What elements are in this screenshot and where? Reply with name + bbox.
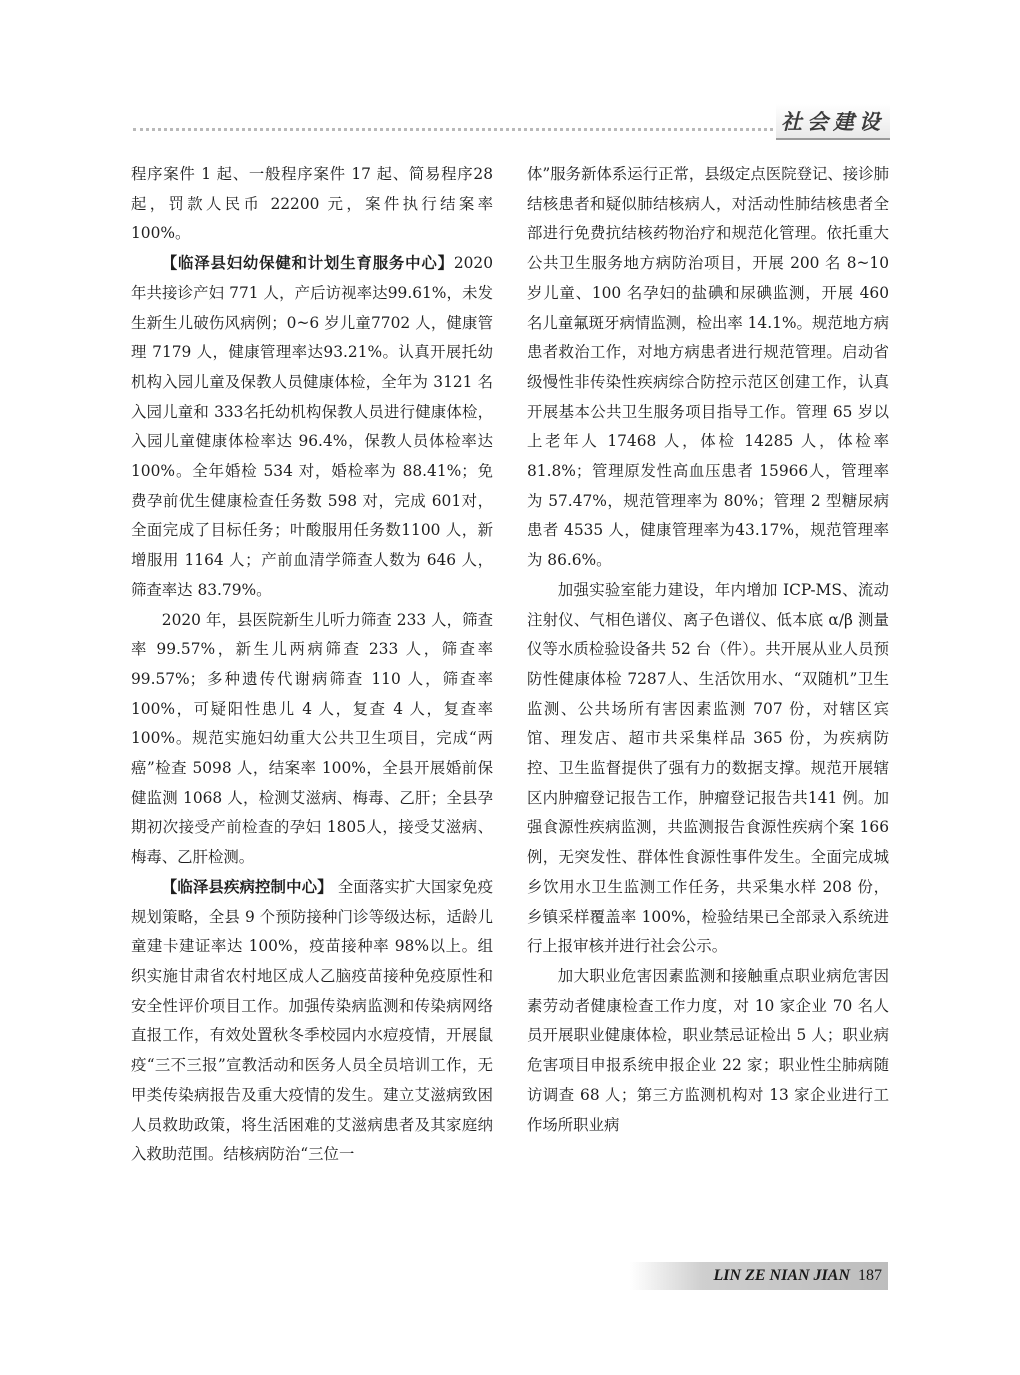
header-dotted-rule	[133, 128, 773, 131]
paragraph-case-summary: 程序案件 1 起、一般程序案件 17 起、简易程序28 起，罚款人民币 22200 元，案件执行结案率100%。	[131, 165, 493, 243]
right-column	[527, 160, 889, 1140]
paragraph-tuberculosis-chronic: 体”服务新体系运行正常，县级定点医院登记、接诊肺结核患者和疑似肺结核病人，对活动性肺结核患者全部进行免费抗结核药物治疗和规范化管理。依托重大公共卫生服务地方病防治项目，开展 200 名 8~10 岁儿童、100 名孕妇的盐碘和尿碘监测，开展 460 名儿童氟斑牙病情监测，检出率 14.1%。规范地方病患者救治工作，对地方病患者进行规范管理。启动省级慢性非传染性疾病综合防控示范区创建工作，认真开展基本公共卫生服务项目指导工作。管理 65 岁以上老年人 17468 人，体检 14285 人，体检率 81.8%；管理原发性高血压患者 15966人，管理率为 57.47%，规范管理率为 80%；管理 2 型糖尿病患者 4535 人，健康管理率为43.17%，规范管理率为 86.6%。	[527, 165, 889, 570]
footer-band	[630, 1262, 888, 1290]
paragraph-occupational-health: 加大职业危害因素监测和接触重点职业病危害因素劳动者健康检查工作力度，对 10 家企业 70 名人员开展职业健康体检，职业禁忌证检出 5 人；职业病危害项目申报系统申报企业 22 家；职业性尘肺病随访调查 68 人；第三方监测机构对 13 家企业进行工作场所职业病	[527, 966, 889, 1134]
left-column	[131, 160, 493, 1170]
paragraph-laboratory: 加强实验室能力建设，年内增加 ICP-MS、流动注射仪、气相色谱仪、离子色谱仪、低本底 α/β 测量仪等水质检验设备共 52 台（件）。共开展从业人员预防性健康体检 7287人、生活饮用水、“双随机”卫生监测、公共场所有害因素监测 707 份，对辖区宾馆、理发店、超市共采集样品 365 份，为疾病防控、卫生监督提供了强有力的数据支撑。规范开展辖区内肿瘤登记报告工作，肿瘤登记报告共141 例。加强食源性疾病监测，共监测报告食源性疾病个案 166 例，无突发性、群体性食源性事件发生。全面完成城乡饮用水卫生监测工作任务，共采集水样 208 份，乡镇采样覆盖率 100%，检验结果已全部录入系统进行上报审核并进行社会公示。	[527, 580, 889, 956]
journal-title: LIN ZE NIAN JIAN	[713, 1267, 850, 1284]
paragraph-body: 全面落实扩大国家免疫规划策略，全县 9 个预防接种门诊等级达标，适龄儿童建卡建证率达 100%，疫苗接种率 98%以上。组织实施甘肃省农村地区成人乙脑疫苗接种免疫原性和安全性评价项目工作。加强传染病监测和传染病网络直报工作，有效处置秋冬季校园内水痘疫情，开展鼠疫“三不三报”宣教活动和医务人员全员培训工作，无甲类传染病报告及重大疫情的发生。建立艾滋病致困人员救助政策，将生活困难的艾滋病患者及其家庭纳入救助范围。结核病防治“三位一	[131, 877, 493, 1164]
paragraph-newborn-screening: 2020 年，县医院新生儿听力筛查 233 人，筛查率 99.57%，新生儿两病筛查 233 人，筛查率 99.57%；多种遗传代谢病筛查 110 人，筛查率 100%，可疑阳性患儿 4 人，复查 4 人，复查率 100%。规范实施妇幼重大公共卫生项目，完成“两癌”检查 5098 人，结案率 100%，全县开展婚前保健监测 1068 人，检测艾滋病、梅毒、乙肝；全县孕期初次接受产前检查的孕妇 1805人，接受艾滋病、梅毒、乙肝检测。	[131, 610, 493, 867]
page-number: 187	[858, 1267, 882, 1284]
unit-heading-maternal-child: 【临泽县妇幼保健和计划生育服务中心】	[161, 254, 454, 273]
unit-heading-disease-control: 【临泽县疾病控制中心】	[161, 877, 333, 896]
paragraph-maternal-child-center	[131, 249, 493, 605]
paragraph-body: 2020 年共接诊产妇 771 人，产后访视率达99.61%，未发生新生儿破伤风病例；0~6 岁儿童7702 人，健康管理 7179 人，健康管理率达93.21%。认真开展托幼机构入园儿童及保教人员健康体检，全年为 3121 名入园儿童和 333名托幼机构保教人员进行健康体检，入园儿童健康体检率达 96.4%，保教人员体检率达100%。全年婚检 534 对，婚检率为 88.41%；免费孕前优生健康检查任务数 598 对，完成 601对，全面完成了目标任务；叶酸服用任务数1100 人，新增服用 1164 人；产前血清学筛查人数为 646 人，筛查率达 83.79%。	[131, 254, 493, 599]
paragraph-disease-control-center	[131, 873, 493, 1170]
section-label: 社会建设	[776, 104, 890, 140]
